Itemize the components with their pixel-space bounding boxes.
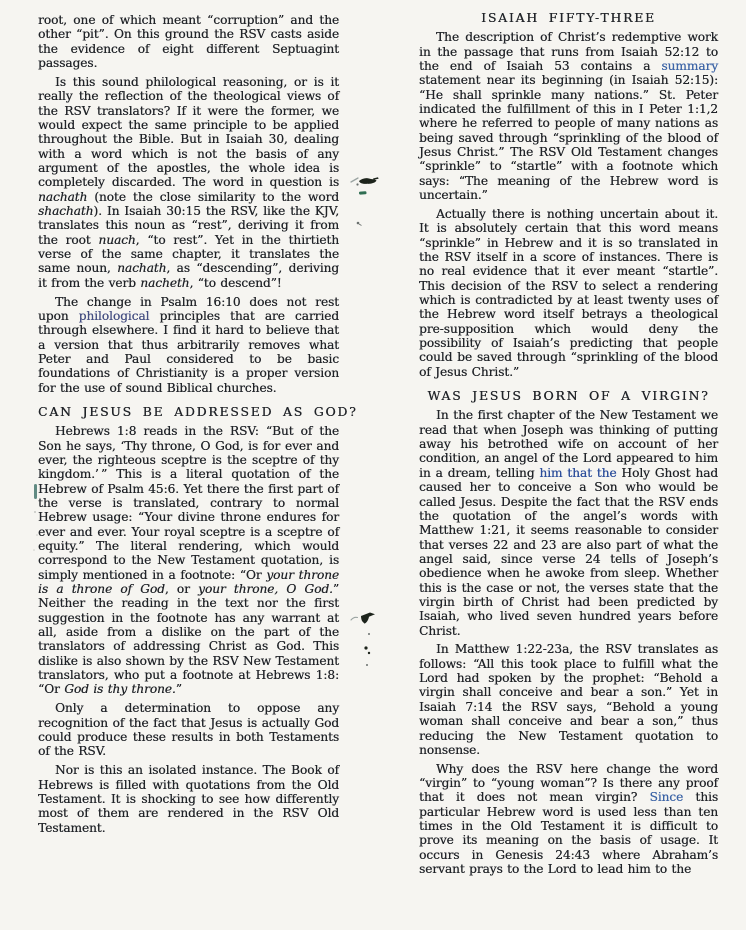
text-run: root, one of which meant “corruption” and the other “pit”. On this ground the RSV casts aside the evidence of eight different Septuagint passages.: [38, 13, 339, 71]
italic-text-run: nacheth: [140, 275, 190, 290]
text-run: , as “descending”, deriving it from the verb: [38, 261, 340, 290]
text-run: , “to descend”!: [189, 275, 282, 290]
text-run: philological: [78, 308, 150, 323]
text-run: Hebrews 1:8 reads in the RSV: “But of the Son he says, ‘Thy throne, O God, is for ever and ever, the righteous sceptre is the sceptre of thy kingdom.’ ” This is a literal quotation of the Hebrew of Psalm 45:6. Yet there the first part of the verse is translated, contrary to normal Hebrew usage: “Your divine throne endures for ever and ever. Your royal sceptre is a sceptre of equity.” The literal rendering, which would correspond to the New Testament quotation, is simply mentioned in a footnote: “Or: [38, 424, 339, 582]
text-run: ” Neither the reading in the text nor the first suggestion in the footnote has any warrant at all, aside from a dislike on the part of the translators of addressing Christ as God. This dislike is also shown by the RSV New Testament translators, who put a footnote at Hebrews 1:8: “Or: [38, 582, 340, 697]
italic-text-run: your throne, O God.: [198, 582, 333, 597]
paragraph: [38, 295, 339, 395]
text-run: him that the: [539, 465, 617, 480]
text-run: Nor is this an isolated instance. The Book of Hebrews is filled with quotations from the Old Testament. It is shocking to see how differently most of them are rendered in the RSV Old Testament.: [38, 763, 339, 835]
text-run: The description of Christ’s redemptive work in the passage that runs from Isaiah 52:12 to the end of Isaiah 53 contains a: [419, 30, 718, 74]
text-run: Actually there is nothing uncertain about it. It is absolutely certain that this word means “sprinkle” in Hebrew and it is so translated in the RSV itself in a score of instances. There is no real evidence that it ever meant “startle”. This decision of the RSV to select a rendering which is contradicted by at least twenty uses of the Hebrew word itself betrays a theological pre-supposition which would deny the possibility of Isaiah’s predicting that people could be saved through “sprinkling of the blood of Jesus Christ.”: [419, 206, 718, 379]
text-run: In Matthew 1:22-23a, the RSV translates as follows: “All this took place to fulfill what the Lord had spoken by the prophet: “Behold a virgin shall conceive and bear a son.” Yet in Isaiah 7:14 the RSV says, “Behold a young woman shall conceive and bear a son,” thus reducing the New Testament quotation to nonsense.: [419, 642, 718, 757]
text-run: , or: [164, 582, 199, 597]
text-run: this particular Hebrew word is used less than ten times in the Old Testament it is difficult to prove its meaning on the basis of usage. It occurs in Genesis 24:43 where Abraham’s servant prays to the Lord to lead him to the: [419, 790, 718, 877]
text-run: , “to rest”. Yet in the thirtieth verse of the same chapter, it translates the same noun,: [38, 232, 340, 276]
paragraph: [38, 13, 339, 70]
paragraph: [38, 424, 339, 697]
column-left: [38, 13, 358, 839]
section-heading: CAN JESUS BE ADDRESSED AS GOD?: [38, 403, 358, 419]
ink-blot-middle-icon: [348, 608, 380, 672]
text-run: Is this sound philological reasoning, or is it really the reflection of the theological views of the RSV translators? If it were the former, we would expect the same principle to be applied throughout the Bible. But in Isaiah 30, dealing with a word which is not the basis of any argument of the apostles, the whole idea is completely discarded. The word in question is: [38, 74, 339, 190]
italic-text-run: your throne is a throne of God: [38, 567, 340, 597]
paragraph: [38, 763, 339, 835]
text-run: Since: [649, 790, 684, 805]
paragraph: [419, 30, 718, 202]
text-run: In the first chapter of the New Testament we read that when Joseph was thinking of putting away his betrothed wife on account of her condition, an angel of the Lord appeared to him in a dream, telling: [419, 408, 718, 480]
italic-text-run: nachath: [38, 189, 88, 204]
text-run: ). In Isaiah 30:15 the RSV, like the KJV, translates this noun as “rest”, deriving it from the root: [38, 203, 339, 247]
italic-text-run: shachath: [38, 203, 94, 218]
section-heading: ISAIAH FIFTY-THREE: [481, 10, 656, 25]
italic-text-run: nachath: [117, 261, 167, 276]
text-run: ”: [175, 682, 182, 697]
paragraph: [419, 762, 718, 877]
text-run: summary: [661, 59, 718, 74]
section-heading: WAS JESUS BORN OF A VIRGIN?: [427, 388, 710, 404]
text-run: statement near its beginning (in Isaiah 52:15): “He shall sprinkle many nations.” St. Peter indicated the fulfillment of this in I Peter 1:1,2 where he referred to people of many nations as being saved through “sprinkling of the blood of Jesus Christ.” The RSV Old Testament changes “sprinkle” to “startle” with a footnote which says: “The meaning of the Hebrew word is uncertain.”: [419, 73, 718, 203]
paragraph: [38, 75, 339, 290]
text-run: principles that are carried through elsewhere. I find it hard to believe that a version that thus arbitrarily removes what Peter and Paul considered to be basic foundations of Christianity is a proper version for the use of sound Biblical churches.: [38, 308, 339, 395]
italic-text-run: God is thy throne.: [64, 682, 176, 697]
paragraph: [38, 701, 339, 758]
text-run: Holy Ghost had caused her to conceive a Son who would be called Jesus. Despite the fact that the RSV ends the quotation of the angel’s words with Matthew 1:21, it seems reasonable to consider that verses 22 and 23 are also part of what the angel said, since verse 24 tells of Joseph’s obedience when he awoke from sleep. Whether this is the case or not, the verses state that the virgin birth of Christ had been predicted by Isaiah, who lived seven hundred years before Christ.: [419, 465, 718, 638]
text-run: Why does the RSV here change the word “virgin” to “young woman”? Is there any proof that it does not mean virgin?: [419, 761, 718, 805]
text-run: Only a determination to oppose any recognition of the fact that Jesus is actually God could produce these results in both Testaments of the RSV.: [38, 701, 339, 759]
column-right: [419, 8, 718, 881]
ink-blot-top-icon: [344, 172, 380, 236]
paragraph: [419, 642, 718, 757]
text-run: The change in Psalm 16:10 does not rest upon: [38, 294, 339, 323]
text-run: (note the close similarity to the word: [87, 189, 339, 204]
italic-text-run: nuach: [98, 232, 136, 247]
paragraph: [419, 207, 718, 379]
paragraph: [419, 408, 718, 638]
